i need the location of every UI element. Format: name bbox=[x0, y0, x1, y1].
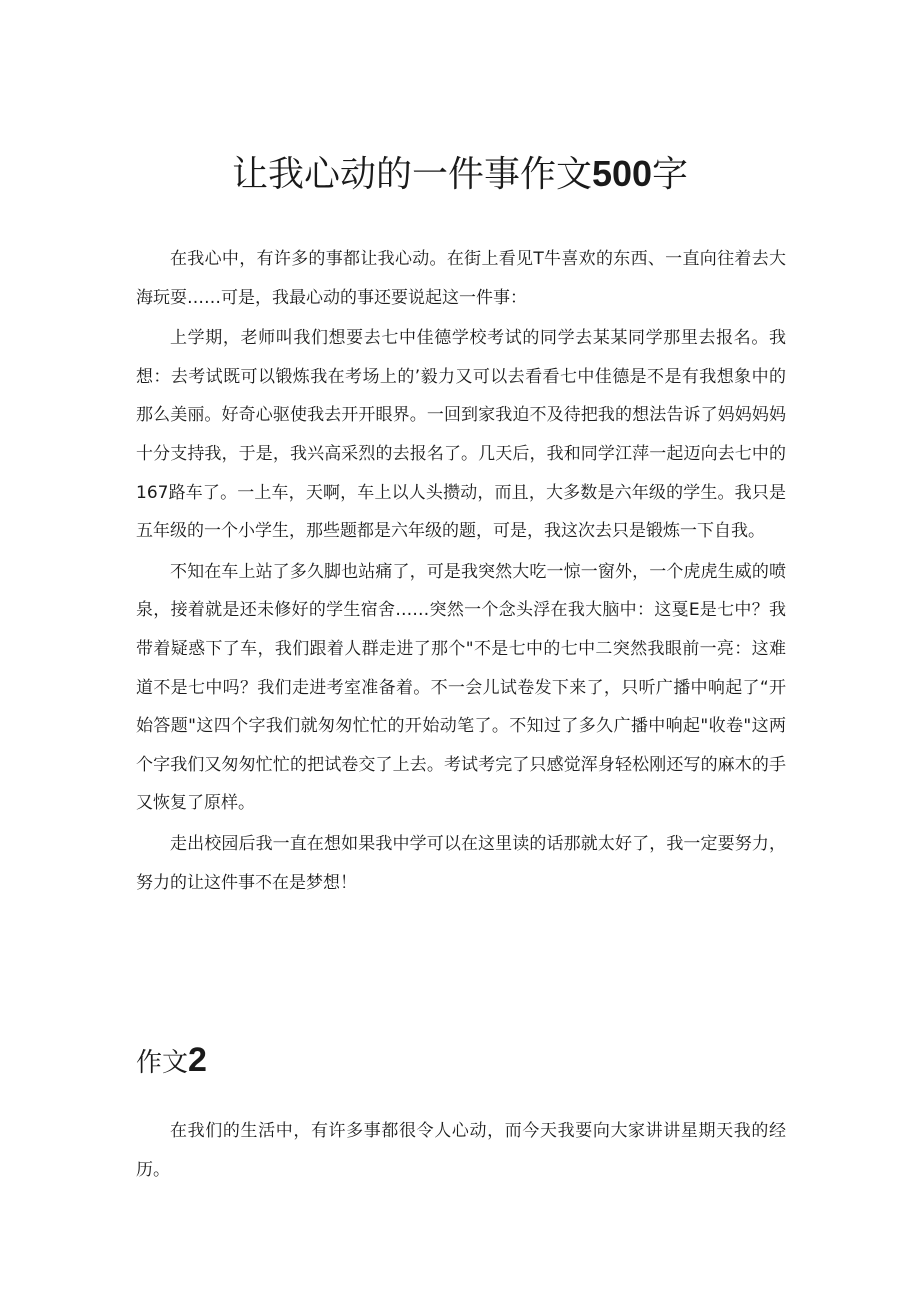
essay-1-paragraph-4: 走出校园后我一直在想如果我中学可以在这里读的话那就太好了，我一定要努力，努力的让这件事不在是梦想！ bbox=[136, 833, 786, 893]
essay-2-heading bbox=[136, 1040, 207, 1083]
essay-2-paragraph-1: 在我们的生活中，有许多事都很令人心动，而今天我要向大家讲讲星期天我的经历。 bbox=[136, 1121, 786, 1180]
essay-1 bbox=[136, 240, 786, 902]
essay-2-heading-text: 作文 bbox=[136, 1048, 189, 1078]
document-title bbox=[0, 150, 920, 199]
essay-1-paragraph-3: 不知在车上站了多久脚也站痛了，可是我突然大吃一惊一窗外，一个虎虎生威的喷泉，接着就是还未修好的学生宿舍……突然一个念头浮在我大脑中：这戛E是七中？我带着疑惑下了车，我们跟着人群走进了那个"不是七中的七中二突然我眼前一亮：这难道不是七中吗？我们走进考室准备着。不一会儿试卷发下来了，只听广播中响起了“开始答题"这四个字我们就匆匆忙忙的开始动笔了。不知过了多久广播中响起"收卷"这两个字我们又匆匆忙忙的把试卷交了上去。考试考完了只感觉浑身轻松刚还写的麻木的手又恢复了原样。 bbox=[136, 561, 786, 814]
title-text: 让我心动的一件事作文 bbox=[231, 154, 592, 195]
title-number: 500 bbox=[591, 153, 653, 194]
essay-2-heading-number: 2 bbox=[188, 1041, 207, 1079]
essay-2 bbox=[136, 1112, 786, 1189]
essay-1-paragraph-1: 在我心中，有许多的事都让我心动。在街上看见T牛喜欢的东西、一直向往着去大海玩耍……可是，我最心动的事还要说起这一件事： bbox=[136, 249, 786, 308]
title-suffix: 字 bbox=[652, 154, 689, 195]
essay-1-paragraph-2: 上学期，老师叫我们想要去七中佳德学校考试的同学去某某同学那里去报名。我想：去考试既可以锻炼我在考场上的’毅力又可以去看看七中佳德是不是有我想象中的那么美丽。好奇心驱使我去开开眼界。一回到家我迫不及待把我的想法告诉了妈妈妈妈十分支持我，于是，我兴高采烈的去报名了。几天后，我和同学江萍一起迈向去七中的167路车了。一上车，天啊，车上以人头攒动，而且，大多数是六年级的学生。我只是五年级的一个小学生，那些题都是六年级的题，可是，我这次去只是锻炼一下自我。 bbox=[136, 328, 786, 542]
